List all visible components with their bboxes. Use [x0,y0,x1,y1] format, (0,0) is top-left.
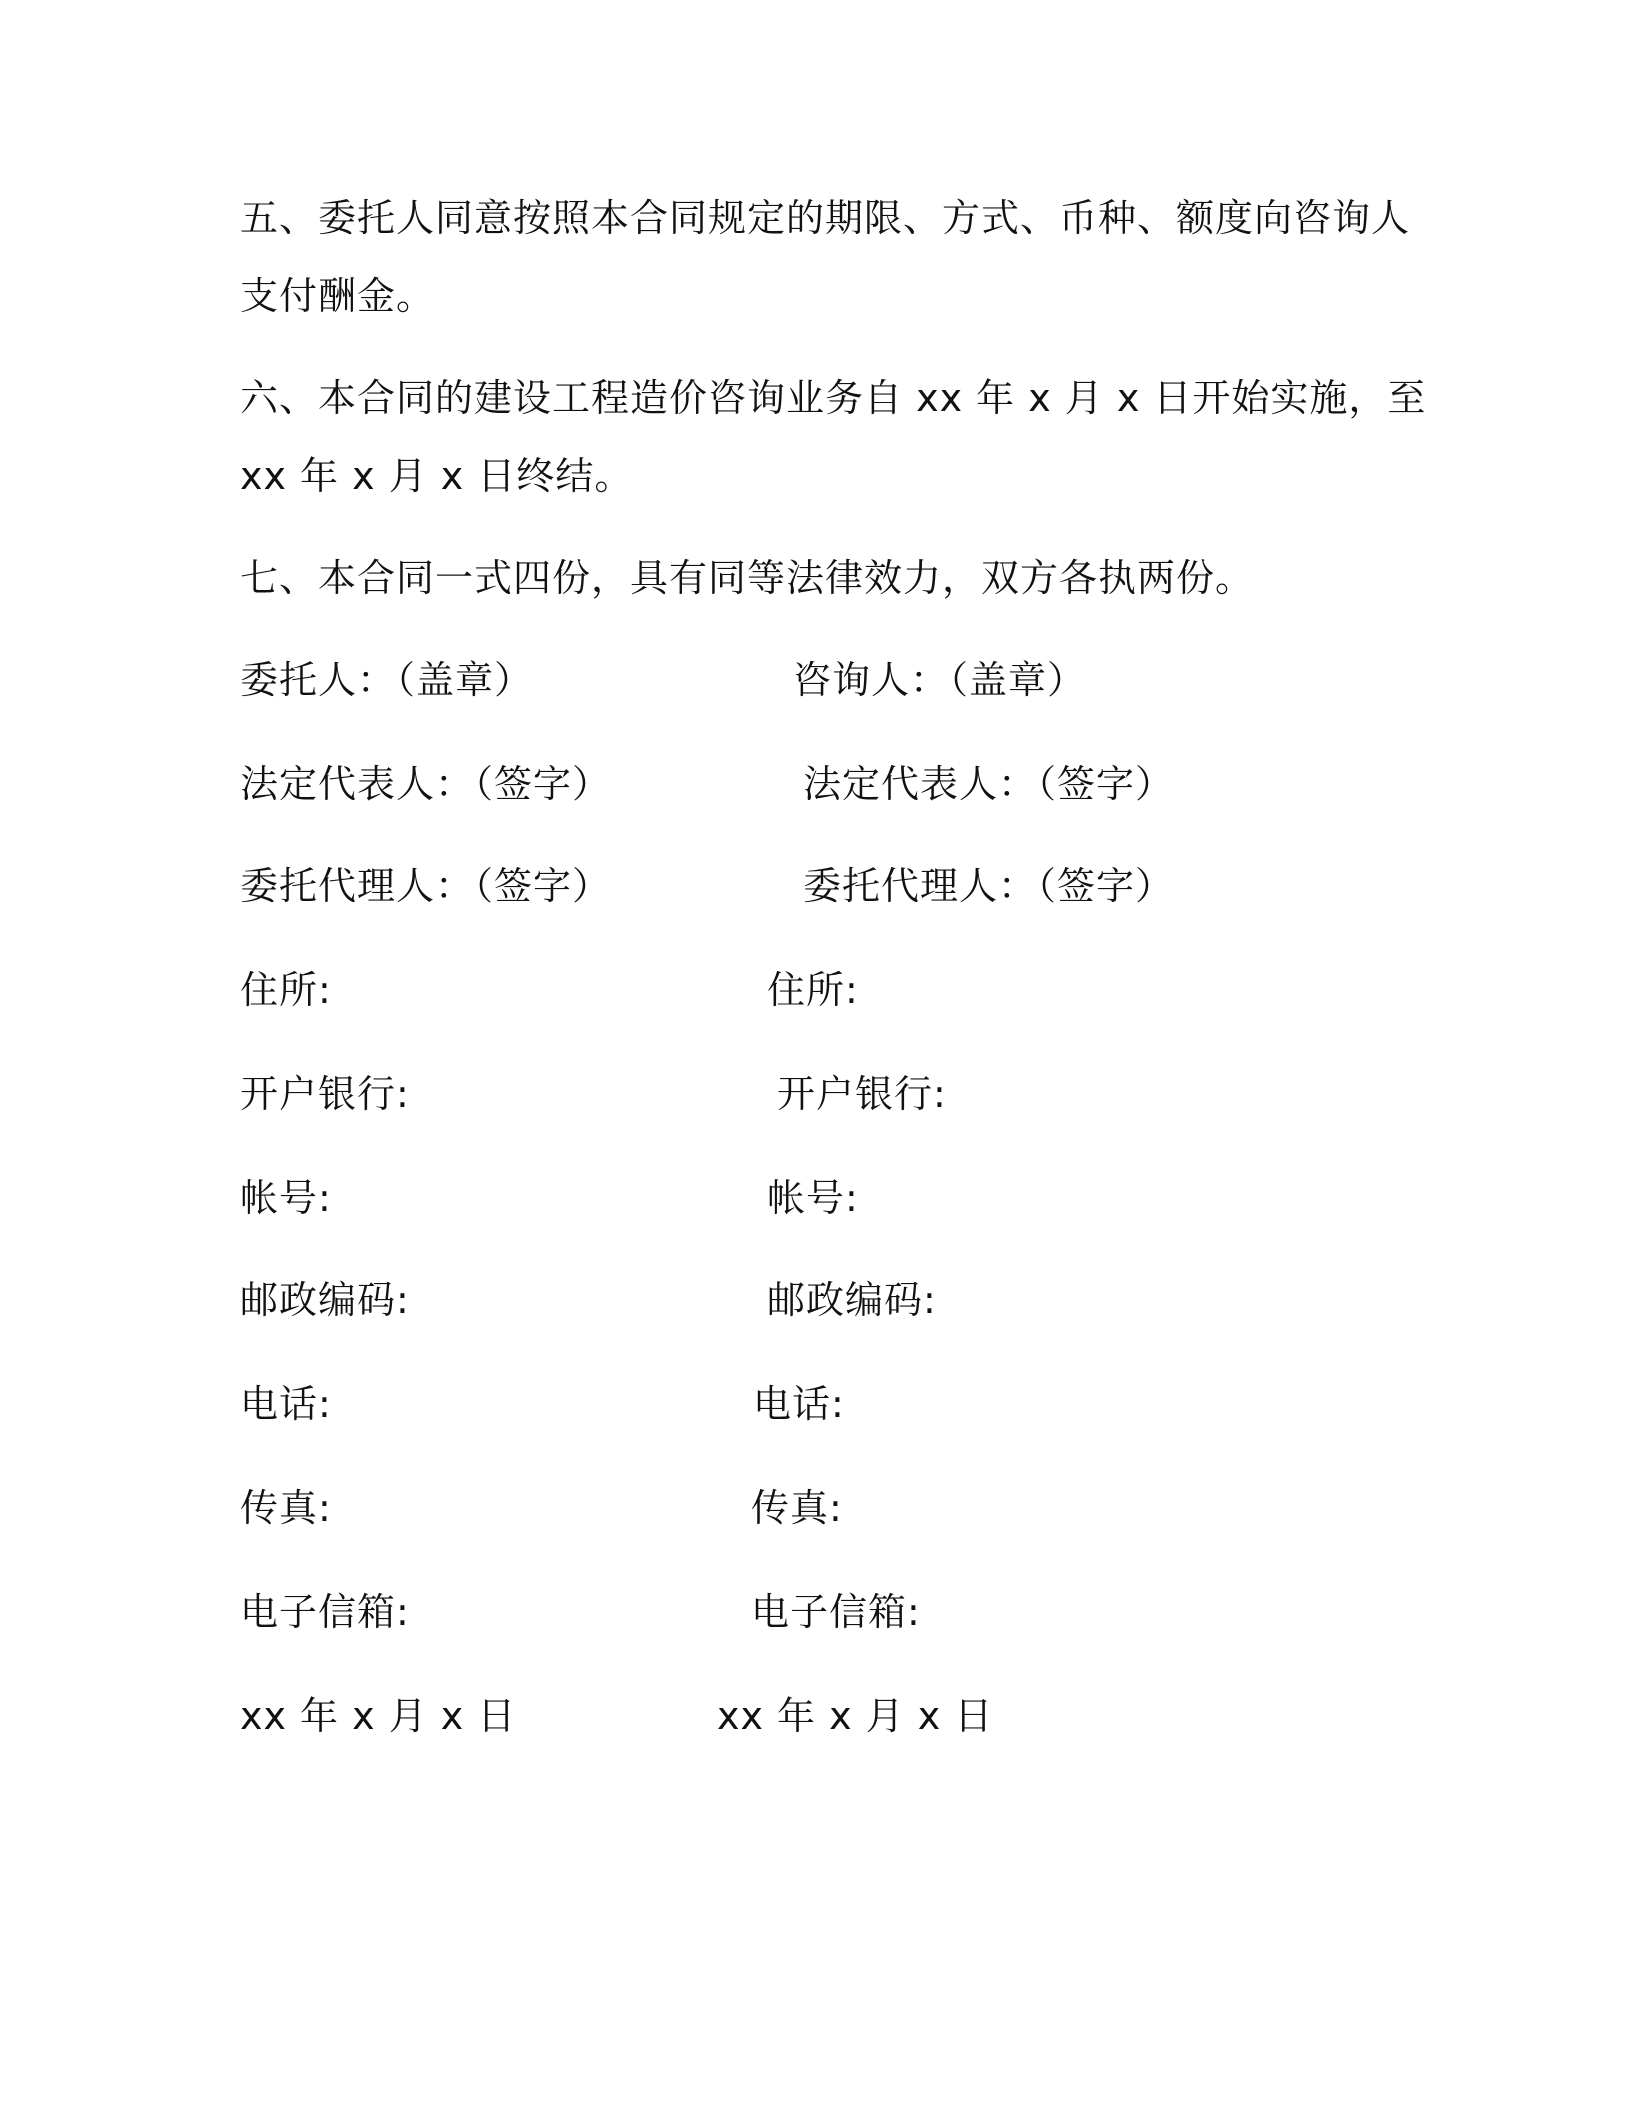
client-legal-rep: 法定代表人：（签字） [240,762,612,806]
clause-6-line-2: xx 年 x 月 x 日终结。 [240,454,634,498]
client-party-seal: 委托人：（盖章） [240,658,534,702]
consultant-date: xx 年 x 月 x 日 [717,1694,994,1738]
consultant-email: 电子信箱: [751,1590,921,1634]
client-address: 住所: [240,968,332,1012]
consultant-phone: 电话: [753,1382,845,1426]
client-agent: 委托代理人：（签字） [240,864,612,908]
client-postcode: 邮政编码: [240,1278,410,1322]
client-date: xx 年 x 月 x 日 [240,1694,517,1738]
clause-7: 七、本合同一式四份，具有同等法律效力，双方各执两份。 [240,556,1255,600]
consultant-bank: 开户银行: [777,1072,947,1116]
client-email: 电子信箱: [240,1590,410,1634]
consultant-account: 帐号: [767,1176,859,1220]
consultant-address: 住所: [767,968,859,1012]
client-fax: 传真: [240,1486,332,1530]
consultant-agent: 委托代理人：（签字） [803,864,1175,908]
clause-5-line-2: 支付酬金。 [240,274,436,318]
client-phone: 电话: [240,1382,332,1426]
consultant-fax: 传真: [751,1486,843,1530]
consultant-party-seal: 咨询人：（盖章） [793,658,1087,702]
consultant-postcode: 邮政编码: [767,1278,937,1322]
clause-5-line-1: 五、委托人同意按照本合同规定的期限、方式、币种、额度向咨询人 [240,196,1411,240]
client-bank: 开户银行: [240,1072,410,1116]
clause-6-line-1: 六、本合同的建设工程造价咨询业务自 xx 年 x 月 x 日开始实施，至 [240,376,1427,420]
client-account: 帐号: [240,1176,332,1220]
consultant-legal-rep: 法定代表人：（签字） [803,762,1175,806]
